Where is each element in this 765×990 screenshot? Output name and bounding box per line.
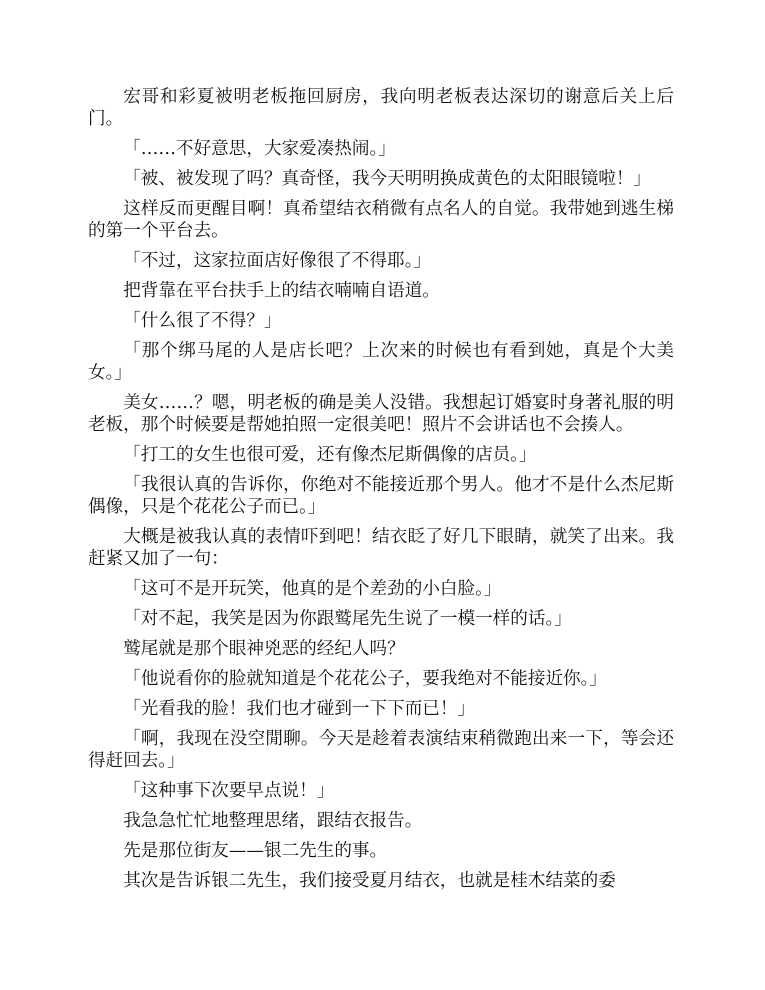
paragraph-9: 美女……？嗯，明老板的确是美人没错。我想起订婚宴时身著礼服的明老板，那个时候要是帮她拍照一定很美吧！照片不会讲话也不会揍人。 <box>88 393 674 435</box>
paragraph-4: 这样反而更醒目啊！真希望结衣稍微有点名人的自觉。我带她到逃生梯的第一个平台去。 <box>88 199 674 241</box>
paragraph-5: 「不过，这家拉面店好像很了不得耶。」 <box>123 251 432 271</box>
paragraph-15: 鹫尾就是那个眼神兇恶的经纪人吗？ <box>123 639 405 659</box>
paragraph-12: 大概是被我认真的表情吓到吧！结衣眨了好几下眼睛，就笑了出来。我赶紧又加了一句： <box>88 527 674 569</box>
paragraph-8: 「那个绑马尾的人是店长吧？上次来的时候也有看到她，真是个大美女。」 <box>88 341 674 383</box>
paragraph-19: 「这种事下次要早点说！」 <box>123 781 335 801</box>
paragraph-7: 「什么很了不得？」 <box>123 311 282 331</box>
paragraph-18: 「啊，我现在没空閒聊。今天是趁着表演结束稍微跑出来一下，等会还得赶回去。」 <box>88 729 674 771</box>
paragraph-3: 「被、被发现了吗？真奇怪，我今天明明换成黄色的太阳眼镜啦！」 <box>123 169 652 189</box>
paragraph-13: 「这可不是开玩笑，他真的是个差劲的小白脸。」 <box>123 579 502 599</box>
paragraph-1: 宏哥和彩夏被明老板拖回厨房，我向明老板表达深切的谢意后关上后门。 <box>88 87 674 129</box>
paragraph-2: 「……不好意思，大家爱凑热闹。」 <box>123 139 396 159</box>
paragraph-20: 我急急忙忙地整理思绪，跟结衣报告。 <box>123 811 423 831</box>
document-page <box>88 86 674 900</box>
paragraph-11: 「我很认真的告诉你，你绝对不能接近那个男人。他才不是什么杰尼斯偶像，只是个花花公子而已。」 <box>88 475 674 517</box>
paragraph-14: 「对不起，我笑是因为你跟鹫尾先生说了一模一样的话。」 <box>123 609 572 629</box>
paragraph-21: 先是那位街友——银二先生的事。 <box>123 841 388 861</box>
paragraph-22: 其次是告诉银二先生，我们接受夏月结衣，也就是桂木结菜的委 <box>123 871 616 891</box>
paragraph-17: 「光看我的脸！我们也才碰到一下下而已！」 <box>123 699 476 719</box>
paragraph-6: 把背靠在平台扶手上的结衣喃喃自语道。 <box>123 281 440 301</box>
paragraph-16: 「他说看你的脸就知道是个花花公子，要我绝对不能接近你。」 <box>123 669 608 689</box>
paragraph-10: 「打工的女生也很可爱，还有像杰尼斯偶像的店员。」 <box>123 445 537 465</box>
